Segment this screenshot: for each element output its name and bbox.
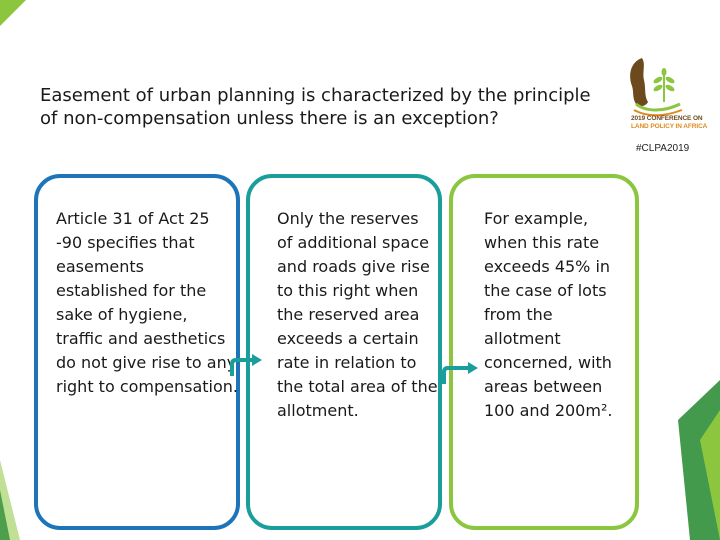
slide-title: Easement of urban planning is characterized by the principle of non-compensation unless there is an exception?: [40, 85, 591, 129]
hashtag-label: #CLPA2019: [636, 143, 690, 154]
logo-line-1: 2019 CONFERENCE ON: [631, 115, 703, 122]
card-1-text: Article 31 of Act 25 -90 specifies that easements established for the sake of hygiene, traffic and aesthetics do not give rise to any right to compensation.: [56, 209, 239, 396]
card-2-text: Only the reserves of additional space and roads give rise to this right when the reserved area exceeds a certain rate in relation to the total area of the allotment.: [277, 209, 438, 420]
arrow-right-icon: [438, 360, 482, 392]
card-3-text: For example, when this rate exceeds 45% in the case of lots from the allotment concerned, with areas between 100 and 200m².: [484, 209, 613, 420]
arrow-right-icon: [226, 352, 266, 384]
logo-line-2: LAND POLICY IN AFRICA: [631, 123, 708, 130]
